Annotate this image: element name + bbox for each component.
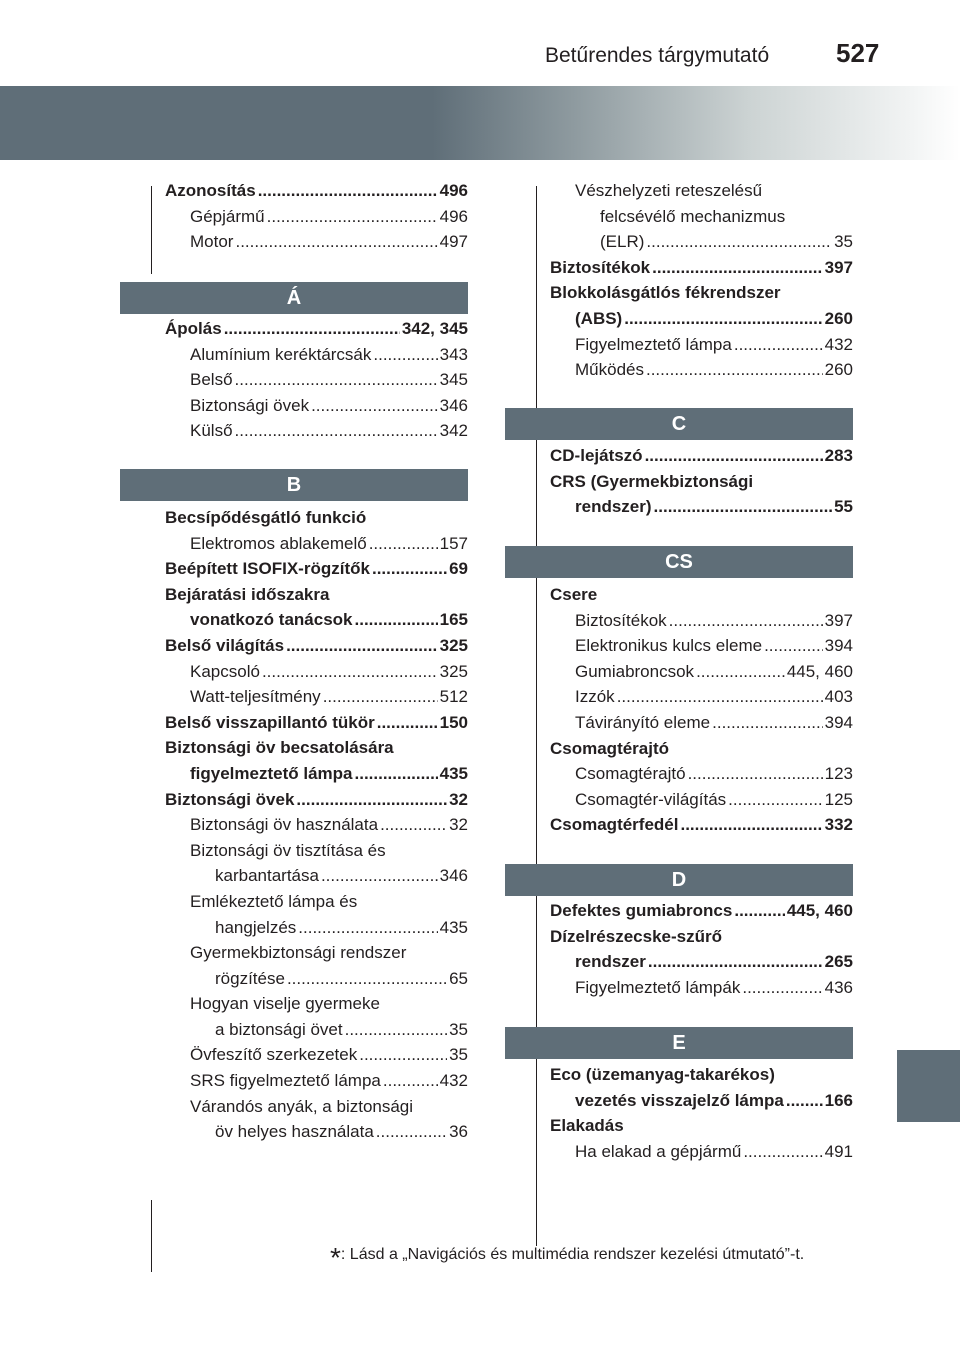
dot-leader [654, 494, 833, 520]
index-entry-page: 403 [824, 687, 853, 707]
index-entry-page: 496 [439, 206, 468, 226]
index-entry [550, 812, 853, 838]
section-header-e: E [505, 1027, 853, 1059]
index-entry-term: CD-lejátszó [550, 446, 643, 465]
index-entry-page: 445, 460 [786, 901, 853, 920]
right-group-c [550, 443, 853, 520]
dot-leader [652, 255, 822, 281]
index-entry-term: Biztonsági öv használata [190, 815, 379, 835]
index-entry-page: 32 [449, 789, 468, 809]
index-entry [165, 684, 468, 710]
dot-leader [372, 556, 447, 582]
index-entry-term: Ha elakad a gépjármű [575, 1141, 742, 1161]
index-entry-term: Biztosítékok [550, 257, 651, 277]
dot-leader [742, 975, 822, 1001]
index-entry-page: 55 [834, 497, 853, 517]
index-entry-term: Becsípődésgátló funkció [165, 508, 367, 527]
index-entry [550, 255, 853, 281]
index-entry-term: Belső visszapillantó tükör [165, 712, 375, 732]
index-entry [165, 915, 468, 941]
index-entry [165, 710, 468, 736]
index-entry-term: (ELR) [600, 232, 645, 252]
index-entry-page: 260 [824, 308, 853, 328]
dot-leader [648, 949, 823, 975]
left-group-b [165, 505, 468, 1145]
index-entry [550, 684, 853, 710]
dot-leader [355, 761, 438, 787]
index-entry [165, 342, 468, 368]
index-entry-page: 35 [834, 232, 853, 252]
left-group-0 [165, 178, 468, 255]
index-entry-term: Ápolás [165, 319, 222, 338]
index-entry [165, 863, 468, 889]
index-entry-term: Bejáratási időszakra [165, 584, 330, 604]
index-entry-term: hangjelzés [215, 917, 297, 937]
index-entry-page: 435 [439, 917, 468, 937]
index-entry [165, 418, 468, 444]
index-entry-term: Elektromos ablakemelő [190, 533, 367, 553]
index-entry [165, 787, 468, 813]
index-entry [550, 494, 853, 520]
index-entry-page: 165 [439, 610, 468, 630]
footnote [330, 1242, 804, 1274]
dot-leader [380, 812, 447, 838]
footnote-text: : Lásd a „Navigációs és multimédia rendszer kezelési útmutató”-t. [340, 1246, 805, 1263]
section-header-b: B [120, 469, 468, 501]
index-entry-term: a biztonsági övet [215, 1019, 343, 1039]
index-entry-term: Csomagtérfedél [550, 815, 679, 835]
index-entry-term: Belső [190, 370, 233, 390]
index-entry [550, 949, 853, 975]
dot-leader [359, 1042, 447, 1068]
index-entry-term: Csomagtérajtó [550, 738, 670, 758]
index-entry [165, 812, 468, 838]
header-banner [0, 86, 960, 160]
index-entry-term: SRS figyelmeztető lámpa [190, 1071, 381, 1091]
index-entry-term: Alumínium keréktárcsák [190, 344, 372, 364]
index-entry [550, 924, 853, 950]
index-entry [550, 608, 853, 634]
index-entry-page: 325 [439, 661, 468, 681]
dot-leader [377, 710, 438, 736]
dot-leader [224, 316, 400, 342]
index-entry [165, 178, 468, 204]
dot-leader [646, 357, 823, 383]
index-entry [165, 204, 468, 230]
index-entry-term: Hogyan viselje gyermeke [190, 994, 380, 1014]
index-entry-term: Izzók [575, 687, 615, 707]
index-entry-term: Defektes gumiabroncs [550, 901, 733, 920]
index-entry-term: Blokkolásgátlós fékrendszer [550, 283, 781, 303]
index-entry-page: 394 [824, 712, 853, 732]
index-entry-page: 496 [439, 181, 468, 200]
index-entry [165, 1017, 468, 1043]
dot-leader [323, 684, 438, 710]
index-entry [165, 889, 468, 915]
index-entry [165, 1119, 468, 1145]
index-entry-page: 491 [824, 1141, 853, 1161]
index-entry [550, 178, 853, 204]
index-entry-page: 123 [824, 764, 853, 784]
index-entry-term: rendszer) [575, 497, 652, 517]
index-entry-term: Watt-teljesítmény [190, 687, 321, 707]
index-entry-page: 35 [449, 1045, 468, 1065]
index-entry [165, 505, 468, 531]
index-entry-page: 35 [449, 1019, 468, 1039]
index-entry-page: 432 [439, 1071, 468, 1091]
index-entry-term: Dízelrészecske-szűrő [550, 926, 722, 946]
index-entry-page: 166 [824, 1090, 853, 1110]
left-column-rule-2 [151, 1200, 152, 1272]
index-entry [550, 1088, 853, 1114]
index-entry-page: 497 [439, 232, 468, 252]
index-entry [550, 1062, 853, 1088]
index-entry-term: Vészhelyzeti reteszelésű [575, 181, 763, 200]
index-entry-term: Biztonsági övek [165, 789, 295, 809]
index-entry-term: Gépjármű [190, 206, 265, 226]
index-entry [550, 787, 853, 813]
index-entry-page: 343 [439, 344, 468, 364]
index-entry [550, 229, 853, 255]
index-entry-page: 283 [824, 446, 853, 465]
thumb-index-tab [897, 1050, 960, 1122]
index-entry [550, 204, 853, 230]
index-entry-term: figyelmeztető lámpa [190, 763, 353, 783]
index-entry-term: felcsévélő mechanizmus [600, 206, 786, 226]
index-entry-term: rendszer [575, 952, 646, 972]
index-entry-term: Biztosítékok [575, 610, 667, 630]
index-entry-page: 150 [439, 712, 468, 732]
dot-leader [383, 1068, 438, 1094]
dot-leader [355, 607, 438, 633]
index-entry-page: 346 [439, 866, 468, 886]
dot-leader [617, 684, 823, 710]
index-entry-term: vonatkozó tanácsok [190, 610, 353, 630]
index-entry-page: 436 [824, 977, 853, 997]
index-entry-page: 36 [449, 1122, 468, 1142]
section-header-cs: CS [505, 546, 853, 578]
index-entry-term: Belső világítás [165, 635, 285, 655]
index-entry-term: Figyelmeztető lámpa [575, 334, 732, 354]
dot-leader [734, 332, 823, 358]
index-entry [550, 633, 853, 659]
index-entry-term: Elektronikus kulcs eleme [575, 636, 763, 656]
index-entry [165, 607, 468, 633]
index-entry-term: Külső [190, 421, 233, 441]
index-entry-term: Biztonsági övek [190, 395, 310, 415]
index-entry [550, 975, 853, 1001]
left-column-rule [151, 186, 152, 274]
index-entry-page: 397 [824, 610, 853, 630]
index-entry [165, 761, 468, 787]
index-entry [550, 332, 853, 358]
index-entry [550, 898, 853, 924]
page-number: 527 [836, 38, 880, 68]
index-entry [165, 966, 468, 992]
index-entry [550, 443, 853, 469]
index-entry [165, 633, 468, 659]
index-entry-page: 125 [824, 789, 853, 809]
index-entry [165, 838, 468, 864]
index-entry [165, 316, 468, 342]
index-entry-term: Csomagtér-világítás [575, 789, 727, 809]
dot-leader [296, 787, 447, 813]
index-entry [550, 1139, 853, 1165]
dot-leader [712, 710, 823, 736]
index-entry [165, 393, 468, 419]
dot-leader [696, 659, 785, 685]
dot-leader [669, 608, 823, 634]
section-header-a: Á [120, 282, 468, 314]
dot-leader [764, 633, 823, 659]
index-entry-term: karbantartása [215, 866, 319, 886]
index-entry [165, 531, 468, 557]
index-entry-term: Távirányító eleme [575, 712, 711, 732]
index-entry-term: Eco (üzemanyag-takarékos) [550, 1065, 775, 1084]
dot-leader [743, 1139, 822, 1165]
index-entry-term: Gumiabroncsok [575, 661, 695, 681]
dot-leader [235, 418, 438, 444]
index-entry [550, 469, 853, 495]
dot-leader [321, 863, 438, 889]
dot-leader [258, 178, 438, 204]
index-entry-page: 260 [824, 360, 853, 380]
dot-leader [376, 1119, 447, 1145]
index-entry [165, 1094, 468, 1120]
index-entry-page: 342 [439, 421, 468, 441]
index-entry-term: Várandós anyák, a biztonsági [190, 1096, 414, 1116]
index-entry-page: 325 [439, 635, 468, 655]
index-entry-page: 342, 345 [401, 319, 468, 338]
right-group-cs [550, 582, 853, 838]
section-header-c: C [505, 408, 853, 440]
index-entry [165, 229, 468, 255]
index-entry-page: 394 [824, 636, 853, 656]
section-header-d: D [505, 864, 853, 896]
dot-leader [645, 443, 823, 469]
dot-leader [688, 761, 823, 787]
index-entry [550, 1113, 853, 1139]
dot-leader [267, 204, 438, 230]
dot-leader [235, 367, 438, 393]
dot-leader [624, 306, 822, 332]
index-entry-term: Motor [190, 232, 234, 252]
index-entry-term: CRS (Gyermekbiztonsági [550, 471, 754, 491]
index-entry-page: 432 [824, 334, 853, 354]
index-entry-page: 265 [824, 952, 853, 972]
dot-leader [369, 531, 438, 557]
index-entry-term: öv helyes használata [215, 1122, 374, 1142]
index-entry [165, 659, 468, 685]
index-entry-term: Emlékeztető lámpa és [190, 891, 358, 911]
index-entry [550, 659, 853, 685]
index-entry-term: Biztonsági öv becsatolására [165, 738, 394, 758]
dot-leader [298, 915, 437, 941]
index-entry [550, 357, 853, 383]
index-entry-term: Kapcsoló [190, 661, 260, 681]
index-entry [550, 582, 853, 608]
index-entry [165, 1068, 468, 1094]
dot-leader [311, 393, 438, 419]
index-entry-term: Működés [575, 360, 644, 380]
index-entry-page: 69 [449, 559, 468, 579]
dot-leader [680, 812, 822, 838]
index-entry [550, 761, 853, 787]
index-entry-term: (ABS) [575, 308, 623, 328]
index-entry [165, 1042, 468, 1068]
running-header-title: Betűrendes tárgymutató [545, 44, 770, 67]
index-entry-page: 157 [439, 533, 468, 553]
dot-leader [734, 898, 784, 924]
index-entry-term: Csomagtérajtó [575, 764, 686, 784]
index-entry-page: 32 [449, 815, 468, 835]
index-entry [165, 940, 468, 966]
center-column-rule [536, 186, 537, 1246]
index-entry-page: 445, 460 [786, 661, 853, 681]
dot-leader [728, 787, 822, 813]
index-entry-term: Gyermekbiztonsági rendszer [190, 943, 407, 963]
dot-leader [286, 633, 438, 659]
dot-leader [786, 1088, 823, 1114]
footnote-asterisk: * [330, 1242, 341, 1273]
index-entry-term: rögzítése [215, 968, 285, 988]
index-entry [165, 367, 468, 393]
index-entry-term: Csere [550, 585, 598, 604]
index-entry [550, 280, 853, 306]
index-entry [165, 582, 468, 608]
index-entry [550, 710, 853, 736]
index-entry [550, 736, 853, 762]
right-group-0 [550, 178, 853, 383]
index-entry-term: Figyelmeztető lámpák [575, 977, 741, 997]
dot-leader [262, 659, 438, 685]
dot-leader [287, 966, 447, 992]
left-group-a [165, 316, 468, 444]
index-entry-page: 332 [824, 815, 853, 835]
dot-leader [646, 229, 832, 255]
index-entry-page: 512 [439, 687, 468, 707]
index-entry-term: Beépített ISOFIX-rögzítők [165, 559, 370, 579]
index-entry-term: Elakadás [550, 1116, 624, 1136]
index-entry-term: vezetés visszajelző lámpa [575, 1090, 784, 1110]
index-entry-page: 435 [439, 763, 468, 783]
index-entry-page: 346 [439, 395, 468, 415]
index-entry-term: Övfeszítő szerkezetek [190, 1045, 358, 1065]
index-entry-page: 397 [824, 257, 853, 277]
dot-leader [235, 229, 437, 255]
index-entry [550, 306, 853, 332]
index-entry-term: Biztonsági öv tisztítása és [190, 840, 386, 860]
right-group-d [550, 898, 853, 1000]
dot-leader [373, 342, 437, 368]
dot-leader [345, 1017, 447, 1043]
index-entry [165, 556, 468, 582]
index-entry-term: Azonosítás [165, 181, 256, 200]
index-entry [165, 991, 468, 1017]
index-entry-page: 65 [449, 968, 468, 988]
index-entry-page: 345 [439, 370, 468, 390]
right-group-e [550, 1062, 853, 1164]
index-entry [165, 735, 468, 761]
